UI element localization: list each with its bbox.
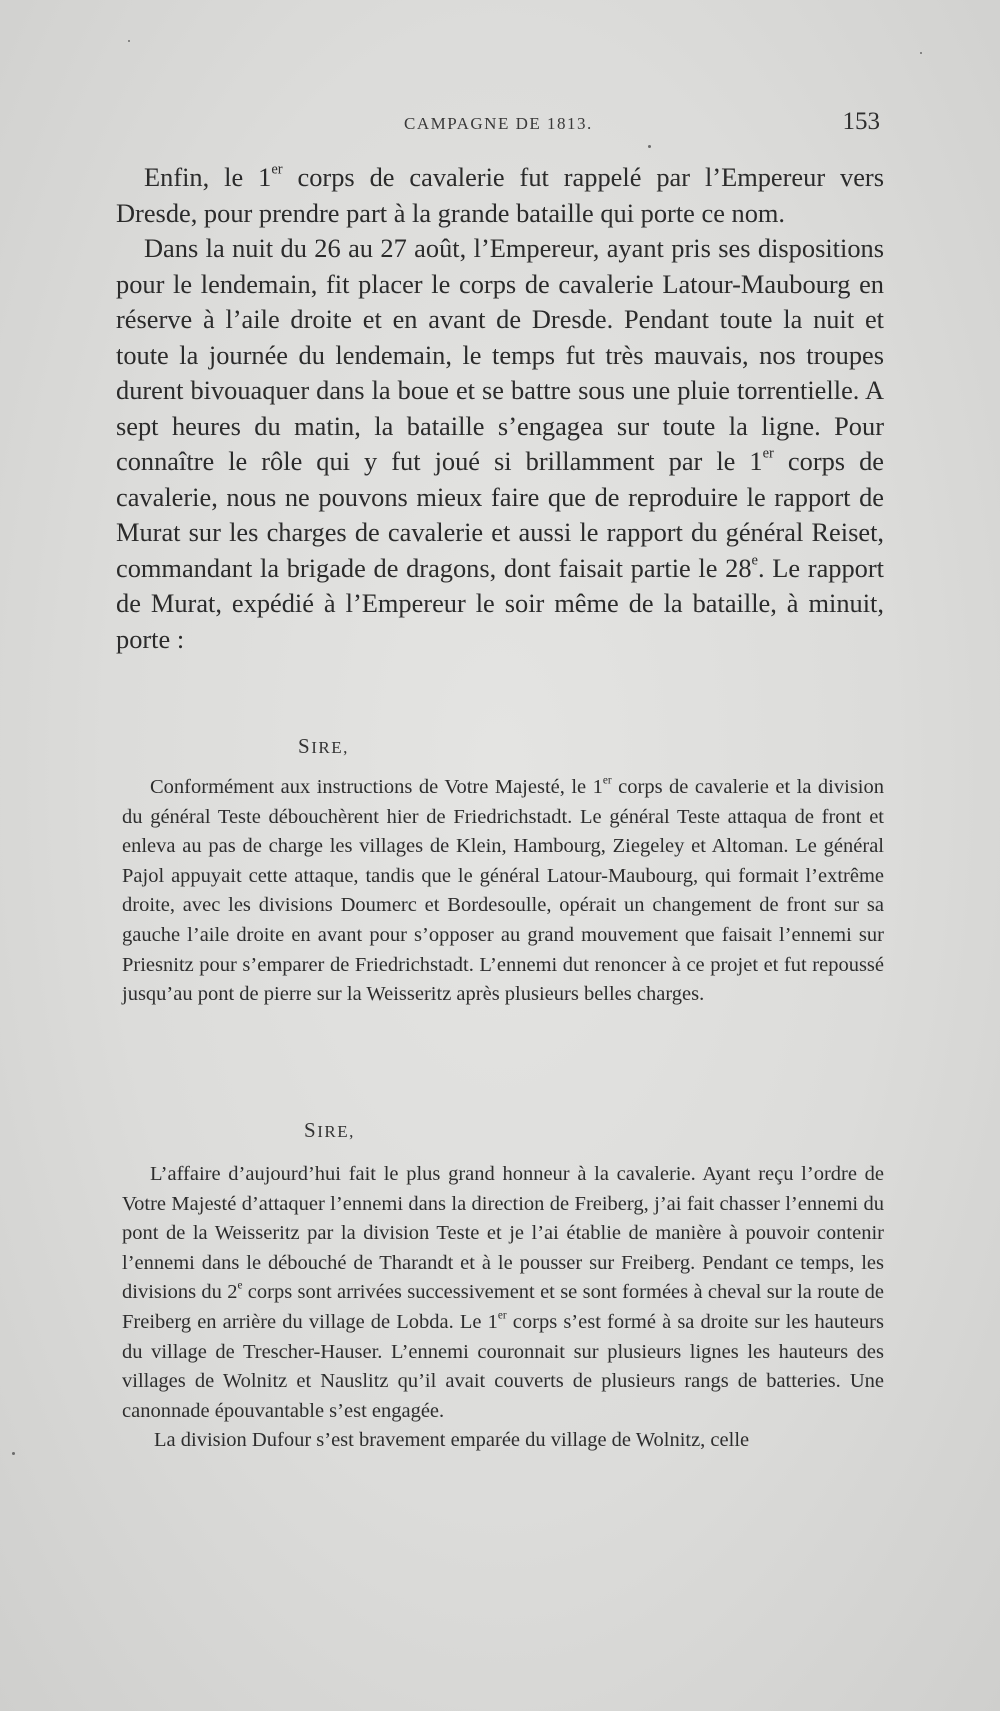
letter-second-report <box>122 1160 884 1456</box>
paper-speck <box>648 145 651 148</box>
superscript: er <box>497 1309 507 1322</box>
paragraph: Dans la nuit du 26 au 27 août, l’Empereur, ayant pris ses dispositions pour le lendemain, fit placer le corps de cavalerie Latour-Maubourg en réserve à l’aile droite et en avant de Dresde. Pendant toute la nuit et toute la journée du lendemain, le temps fut très mauvais, nos troupes durent bivouaquer dans la boue et se battre sous une pluie torrentielle. A sept heures du matin, la bataille s’engagea sur toute la ligne. Pour connaître le rôle qui y fut joué si brillamment par le 1er corps de cavalerie, nous ne pouvons mieux faire que de reproduire le rapport de Murat sur les charges de cavalerie et aussi le rapport du général Reiset, commandant la brigade de dragons, dont faisait partie le 28e. Le rapport de Murat, expédié à l’Empereur le soir même de la bataille, à minuit, porte : <box>116 233 884 654</box>
superscript: er <box>602 774 612 787</box>
main-text <box>116 160 884 657</box>
letter-paragraph: Conformément aux instructions de Votre Majesté, le 1er corps de cavalerie et la division du général Teste débouchèrent hier de Friedrichstadt. Le général Teste attaqua de front et enleva au pas de charge les villages de Klein, Hambourg, Ziegeley et Altoman. Le général Pajol appuyait cette attaque, tandis que le général Latour-Maubourg, qui formait l’extrême droite, avec les divisions Doumerc et Bordesoulle, opérait un changement de front sur sa gauche l’aile droite en avant pour s’opposer au grand mouvement que faisait l’ennemi sur Priesnitz pour s’emparer de Friedrichstadt. L’ennemi dut renoncer à ce projet et fut repoussé jusqu’au pont de pierre sur la Weisseritz après plusieurs belles charges. <box>122 774 884 1006</box>
paper-speck <box>128 40 130 42</box>
letter-paragraph: L’affaire d’aujourd’hui fait le plus grand honneur à la cavalerie. Ayant reçu l’ordre de Votre Majesté d’attaquer l’ennemi dans la direction de Freiberg, j’ai fait chasser l’ennemi du pont de la Weisseritz par la division Teste et je l’ai établie de manière à pouvoir contenir l’ennemi dans le débouché de Tharandt et à le pousser sur Freiberg. Pendant ce temps, les divisions du 2e corps sont arrivées successivement et se sont formées à cheval sur la route de Freiberg en arrière du village de Lobda. Le 1er corps s’est formé à sa droite sur les hauteurs du village de Trescher-Hauser. L’ennemi couronnait sur plusieurs lignes les hauteurs des villages de Wolnitz et Nauslitz qu’il avait couverts de plusieurs rangs de batteries. Une canonnade épouvantable s’est engagée. <box>122 1163 884 1422</box>
letter-salutation <box>298 734 349 759</box>
paper-speck <box>12 1452 15 1455</box>
salutation-text: SIRE, <box>298 734 349 758</box>
running-title: CAMPAGNE DE 1813. <box>404 114 593 133</box>
superscript: e <box>237 1279 243 1292</box>
running-header <box>118 108 880 138</box>
letter-paragraph: La division Dufour s’est bravement emparée du village de Wolnitz, celle <box>154 1429 750 1452</box>
letter-first-report <box>122 773 884 1010</box>
superscript: er <box>762 445 774 462</box>
letter-salutation <box>304 1118 355 1143</box>
superscript: e <box>751 552 758 569</box>
paper-speck <box>920 52 922 54</box>
paragraph: Enfin, le 1er corps de cavalerie fut rappelé par l’Empereur vers Dresde, pour prendre part à la grande bataille qui porte ce nom. <box>116 161 884 228</box>
salutation-text: SIRE, <box>304 1118 355 1142</box>
superscript: er <box>271 161 283 178</box>
page-number: 153 <box>842 108 880 135</box>
